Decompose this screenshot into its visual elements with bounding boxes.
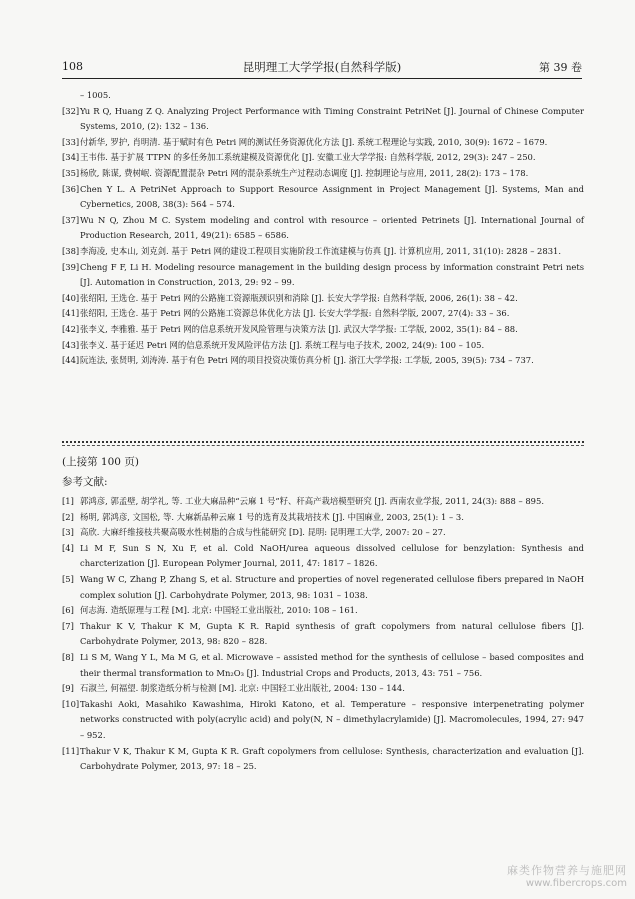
reference-entry [62,681,584,697]
reference-text: Takashi Aoki, Masahiko Kawashima, Hiroki Katono, et al. Temperature – responsive interpenetrating polymer networks constructed with poly(acrylic acid) and poly(N, N – dimethylacrylamide) [J]. Macromolecules, 1994, 27: 947 – 952. [80,698,584,740]
reference-entry [62,572,584,603]
reference-entry [62,525,584,541]
reference-number: [5] [62,573,74,584]
volume-label: 第 39 卷 [539,61,582,74]
reference-number: [34] [62,152,80,163]
reference-entry [62,744,584,775]
reference-entry [62,619,584,650]
reference-entry [62,494,584,510]
reference-entry [62,541,584,572]
reference-text: 杨欣, 陈谋, 费树岷. 资源配置混杂 Petri 网的混杂系统生产过程动态调度 [J]. 控制理论与应用, 2011, 28(2): 173 – 178. [80,167,529,178]
reference-entry [62,166,584,182]
site-watermark [507,862,627,889]
reference-number: [43] [62,339,80,350]
reference-text: Wu N Q, Zhou M C. System modeling and control with resource – oriented Petrinets [J]. International Journal of Production Research, 2011, 49(21): 6585 – 6586. [80,214,584,241]
reference-text: Chen Y L. A PetriNet Approach to Support Resource Assignment in Project Management [J]. Systems, Man and Cybernetics, 2008, 38(3): 564 – 574. [80,183,584,210]
reference-number: [11] [62,745,80,756]
reference-text: Yu R Q, Huang Z Q. Analyzing Project Performance with Timing Constraint PetriNet [J]. Journal of Chinese Computer Systems, 2010, (2): 132 – 136. [80,105,584,132]
reference-entry [62,135,584,151]
page-header [62,56,582,79]
reference-number: [36] [62,183,80,194]
reference-text: 张绍阳, 王选仓. 基于 Petri 网的公路施工资源总体优化方法 [J]. 长安大学学报: 自然科学版, 2007, 27(4): 33 – 36. [80,308,510,319]
reference-number: [42] [62,323,80,334]
reference-number: [33] [62,136,80,147]
section-divider [62,441,584,443]
reference-number: [44] [62,355,80,366]
reference-entry [62,150,584,166]
watermark-url: www.fibercrops.com [525,878,627,889]
reference-text: Wang W C, Zhang P, Zhang S, et al. Structure and properties of novel regenerated cellulose fibers prepared in NaOH complex solution [J]. Carbohydrate Polymer, 2013, 98: 1031 – 1038. [80,573,584,600]
reference-text: 张绍阳, 王选仓. 基于 Petri 网的公路施工资源瓶颈识别和消除 [J]. 长安大学学报: 自然科学版, 2006, 26(1): 38 – 42. [80,292,518,303]
reference-entry [62,338,584,354]
reference-text: 郭鸿彦, 郭孟壁, 胡学礼, 等. 工业大麻品种“云麻 1 号”籽、秆高产栽培模型研究 [J]. 西南农业学报, 2011, 24(3): 888 – 895. [80,496,545,506]
reference-text: 高欣. 大麻纤维接枝共聚高吸水性树脂的合成与性能研究 [D]. 昆明: 昆明理工大学, 2007: 20 – 27. [80,527,446,538]
reference-number: [4] [62,542,74,553]
reference-text: 王韦伟. 基于扩展 TTPN 的多任务加工系统建模及资源优化 [J]. 安徽工业大学学报: 自然科学版, 2012, 29(3): 247 – 250. [80,152,536,163]
reference-continuation: – 1005. [80,90,111,100]
reference-entry [62,650,584,681]
reference-number: [40] [62,292,80,303]
reference-text: 张李义, 李雅雅. 基于 Petri 网的信息系统开发风险管理与决策方法 [J]. 武汉大学学报: 工学版, 2002, 35(1): 84 – 88. [80,323,518,334]
reference-entry [62,306,584,322]
reference-text: Li S M, Wang Y L, Ma M G, et al. Microwave – assisted method for the synthesis of cellulose – based composites and their thermal transformation to Mn₂O₃ [J]. Industrial Crops and Products, 2013, 43: 751 – 756. [80,651,584,678]
reference-entry [62,291,584,307]
reference-number: [38] [62,245,80,256]
section-divider-secondary [62,445,584,446]
page-number: 108 [62,60,83,73]
reference-number: [41] [62,308,80,319]
reference-text: Li M F, Sun S N, Xu F, et al. Cold NaOH/urea aqueous dissolved cellulose for benzylation: Synthesis and charcterization [J]. European Polymer Journal, 2011, 47: 1817 – 1826. [80,542,584,569]
reference-entry [62,244,584,260]
reference-number: [37] [62,214,80,225]
reference-number: [3] [62,527,74,538]
watermark-text: 麻类作物营养与施肥网 [507,864,627,877]
reference-text: Thakur V K, Thakur K M, Gupta K R. Graft copolymers from cellulose: Synthesis, characterization and evaluation [J]. Carbohydrate Polymer, 2013, 97: 18 – 25. [80,745,584,772]
references-heading: 参考文献: [62,476,108,488]
reference-text: Thakur K V, Thakur K M, Gupta K R. Rapid synthesis of graft copolymers from natural cellulose fibers [J]. Carbohydrate Polymer, 2013, 98: 820 – 828. [80,620,584,647]
reference-text: 杨明, 郭鸿彦, 文国松, 等. 大麻新品种云麻 1 号的选育及其栽培技术 [J]. 中国麻业, 2003, 25(1): 1 – 3. [80,511,464,522]
reference-entry [62,603,584,619]
reference-text: 付新华, 罗护, 肖明清. 基于赋时有色 Petri 网的测试任务资源优化方法 [J]. 系统工程理论与实践, 2010, 30(9): 1672 – 1679. [80,136,548,147]
reference-list-top [62,88,584,369]
reference-entry [62,353,584,369]
reference-text: 阮连法, 张贤明, 刘涛涛. 基于有色 Petri 网的项目投资决策仿真分析 [J]. 浙江大学学报: 工学版, 2005, 39(5): 734 – 737. [80,355,534,366]
reference-entry [62,182,584,213]
reference-number: [10] [62,698,80,709]
reference-number: [8] [62,651,74,662]
reference-number: [2] [62,511,74,522]
reference-number: [35] [62,167,80,178]
reference-entry [62,697,584,744]
reference-text: 石淑兰, 何福望. 制浆造纸分析与检测 [M]. 北京: 中国轻工业出版社, 2004: 130 – 144. [80,683,405,694]
reference-number: [9] [62,683,74,694]
reference-number: [39] [62,261,80,272]
reference-entry [62,510,584,526]
reference-text: Cheng F F, Li H. Modeling resource management in the building design process by information constraint Petri nets [J]. Automation in Construction, 2013, 29: 92 – 99. [80,261,584,288]
reference-entry [62,104,584,135]
reference-text: 何志海. 造纸原理与工程 [M]. 北京: 中国轻工业出版社, 2010: 108 – 161. [80,605,358,616]
reference-number: [6] [62,605,74,616]
reference-number: [7] [62,620,74,631]
reference-text: 张李义. 基于延迟 Petri 网的信息系统开发风险评估方法 [J]. 系统工程与电子技术, 2002, 24(9): 100 – 105. [80,339,485,350]
reference-list-bottom [62,494,584,775]
reference-number: [32] [62,105,80,116]
reference-entry [62,322,584,338]
reference-entry [62,213,584,244]
reference-number: [1] [62,496,74,506]
journal-title: 昆明理工大学学报(自然科学版) [242,60,402,74]
reference-text: 李海凌, 史本山, 刘克剑. 基于 Petri 网的建设工程项目实施阶段工作流建模与仿真 [J]. 计算机应用, 2011, 31(10): 2828 – 2831. [80,245,562,256]
reference-entry [62,260,584,291]
continued-from-note: (上接第 100 页) [62,456,139,468]
